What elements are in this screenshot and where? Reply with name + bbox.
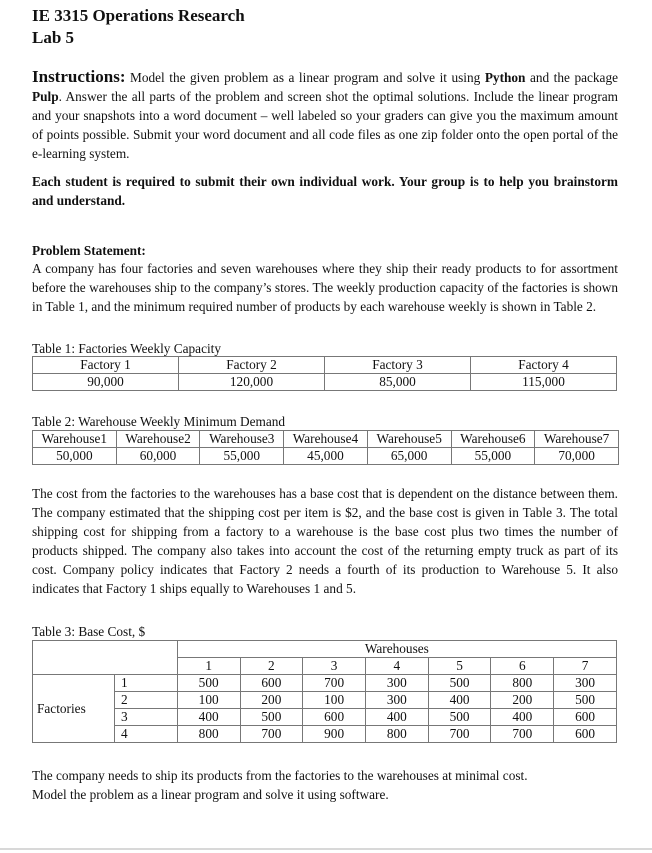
table-cell: 400 (365, 709, 428, 726)
table-cell: 70,000 (535, 448, 619, 465)
table-cell: 600 (554, 709, 617, 726)
table-row (33, 448, 619, 465)
table3-caption: Table 3: Base Cost, $ (32, 624, 146, 639)
row-header: 3 (115, 709, 178, 726)
table-cell: 600 (303, 709, 366, 726)
table-cell: 600 (554, 726, 617, 743)
instructions-text-3: . Answer the all parts of the problem and screen shot the optimal solutions. Include the linear program and your snapshots into a word document – well labeled so your graders can give you the maximum amount of points possible. Submit your word document and all code files as one zip folder onto the open portal of the e-learning system. (32, 89, 618, 161)
table-cell: 600 (240, 675, 303, 692)
table-header-cell: Warehouse2 (116, 431, 200, 448)
cost-paragraph: The cost from the factories to the warehouses has a base cost that is dependent on the distance between them. The company estimated that the shipping cost per item is $2, and the base cost is given in Table 3. The total shipping cost for shipping from a factory to a warehouse is the base cost plus two times the number of products shipped. The company also takes into account the cost of the returning empty truck as part of its cost. Company policy indicates that Factory 2 needs a fourth of its production to Warehouse 5. It also indicates that Factory 1 ships equally to Warehouses 1 and 5. (32, 486, 618, 596)
table-cell: 400 (428, 692, 491, 709)
table-cell: 700 (240, 726, 303, 743)
table-cell: 900 (303, 726, 366, 743)
table-cell: 55,000 (200, 448, 284, 465)
table-header-cell: Warehouse6 (451, 431, 535, 448)
python-keyword: Python (484, 70, 526, 85)
problem-statement-heading: Problem Statement: (32, 243, 146, 258)
factory-capacity-table (32, 356, 617, 391)
table-cell: 60,000 (116, 448, 200, 465)
page-bottom-divider (0, 848, 652, 850)
table-cell: 90,000 (33, 374, 179, 391)
table-header-cell: Warehouse4 (284, 431, 368, 448)
table-cell: 500 (177, 675, 240, 692)
column-header: 4 (365, 658, 428, 675)
table-cell: 700 (491, 726, 554, 743)
problem-statement-body: A company has four factories and seven warehouses where they ship their ready products to for assortment before the warehouses ship to the company’s stores. The weekly production capacity of the factories is shown in Table 1, and the minimum required number of products by each warehouse weekly is shown in Table 2. (32, 261, 618, 314)
table-header-cell: Warehouse1 (33, 431, 117, 448)
table-cell: 200 (491, 692, 554, 709)
column-header: 2 (240, 658, 303, 675)
table-cell: 300 (365, 692, 428, 709)
row-header: 2 (115, 692, 178, 709)
table-header-cell: Warehouse5 (367, 431, 451, 448)
table-cell: 800 (177, 726, 240, 743)
table-cell: 300 (365, 675, 428, 692)
column-header: 3 (303, 658, 366, 675)
column-header: 6 (491, 658, 554, 675)
table-cell: 500 (428, 709, 491, 726)
instructions-label: Instructions: (32, 67, 126, 86)
table-cell: 85,000 (325, 374, 471, 391)
lab-title: Lab 5 (32, 28, 75, 47)
table-cell: 500 (428, 675, 491, 692)
table-row (33, 374, 617, 391)
table-header-cell: Factory 4 (471, 357, 617, 374)
table-cell: 120,000 (179, 374, 325, 391)
table-cell: 100 (303, 692, 366, 709)
table-row (33, 641, 617, 658)
table-row (33, 675, 617, 692)
individual-work-note: Each student is required to submit their own individual work. Your group is to help you brainstorm and understand. (32, 174, 618, 208)
table-cell: 100 (177, 692, 240, 709)
row-header: 1 (115, 675, 178, 692)
table-cell: 45,000 (284, 448, 368, 465)
instructions-paragraph (32, 67, 618, 163)
empty-corner-cell (33, 641, 178, 675)
column-header: 7 (554, 658, 617, 675)
pulp-keyword: Pulp (32, 89, 59, 104)
table1-caption: Table 1: Factories Weekly Capacity (32, 341, 222, 356)
warehouse-demand-table (32, 430, 619, 465)
column-header: 1 (177, 658, 240, 675)
table-header-cell: Factory 3 (325, 357, 471, 374)
course-title: IE 3315 Operations Research (32, 6, 245, 25)
table-cell: 700 (428, 726, 491, 743)
table-cell: 500 (240, 709, 303, 726)
table-row (33, 726, 617, 743)
base-cost-table (32, 640, 617, 743)
final-line-1: The company needs to ship its products from the factories to the warehouses at minimal cost. (32, 768, 528, 783)
table-cell: 400 (491, 709, 554, 726)
table-cell: 55,000 (451, 448, 535, 465)
table-cell: 500 (554, 692, 617, 709)
table2-caption: Table 2: Warehouse Weekly Minimum Demand (32, 414, 286, 429)
table-row (33, 357, 617, 374)
factories-group-label: Factories (33, 675, 115, 743)
table-header-cell: Factory 1 (33, 357, 179, 374)
final-paragraph (32, 766, 618, 804)
table-row (33, 709, 617, 726)
table-cell: 115,000 (471, 374, 617, 391)
table-cell: 800 (365, 726, 428, 743)
table-header-cell: Warehouse7 (535, 431, 619, 448)
table-header-cell: Factory 2 (179, 357, 325, 374)
warehouses-group-header: Warehouses (177, 641, 616, 658)
final-line-2: Model the problem as a linear program and solve it using software. (32, 787, 389, 802)
table-cell: 65,000 (367, 448, 451, 465)
table-cell: 400 (177, 709, 240, 726)
table-cell: 800 (491, 675, 554, 692)
row-header: 4 (115, 726, 178, 743)
table-row (33, 431, 619, 448)
table-cell: 700 (303, 675, 366, 692)
instructions-text-1: Model the given problem as a linear program and solve it using (125, 70, 485, 85)
instructions-text-2: and the package (525, 70, 618, 85)
table-row (33, 692, 617, 709)
column-header: 5 (428, 658, 491, 675)
table-cell: 300 (554, 675, 617, 692)
table-cell: 50,000 (33, 448, 117, 465)
table-header-cell: Warehouse3 (200, 431, 284, 448)
table-cell: 200 (240, 692, 303, 709)
